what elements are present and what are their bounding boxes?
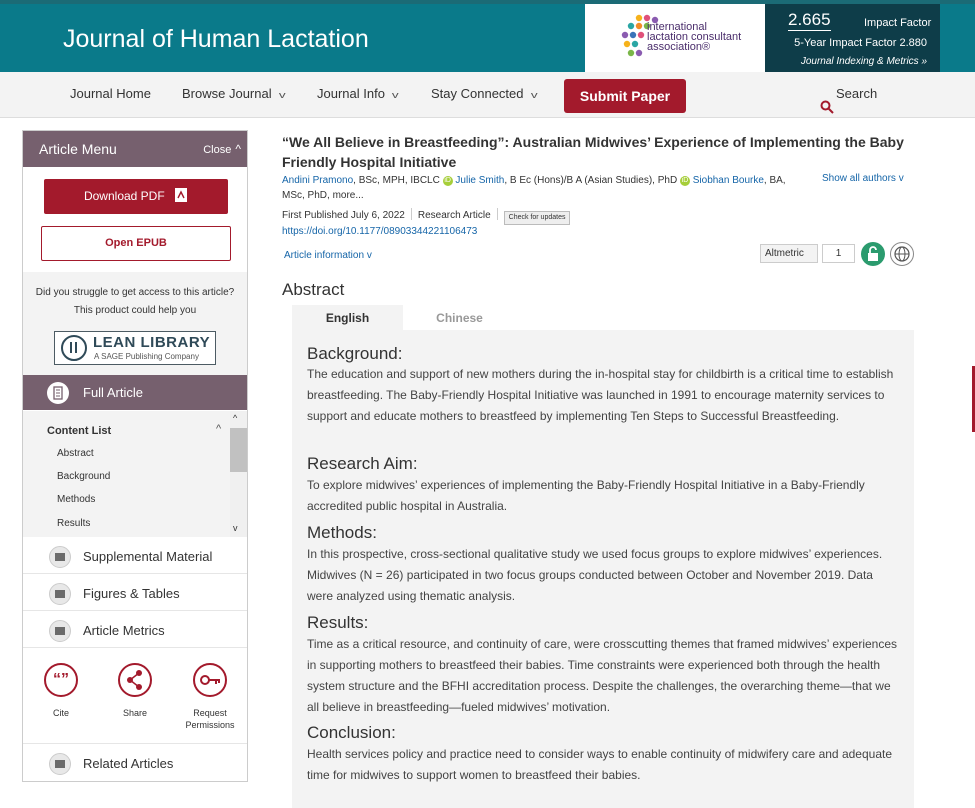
altmetric-score[interactable]: 1 [822, 244, 855, 263]
full-article-label: Full Article [83, 385, 143, 400]
ilca-wordmark [647, 22, 741, 52]
abstract-body [292, 330, 914, 808]
download-pdf-button[interactable] [44, 179, 228, 214]
table-icon [49, 583, 71, 605]
chevron-down-icon: v [898, 173, 904, 184]
access-help-text: Did you struggle to get access to this article? This product could help you [35, 287, 235, 316]
ilca-line3: association® [647, 41, 711, 53]
impact-factor-label: Impact Factor [864, 17, 932, 29]
article-actions [23, 649, 247, 744]
search-icon[interactable] [820, 100, 834, 114]
lean-library-promo [23, 272, 247, 375]
close-label: Close [203, 144, 232, 156]
author-link[interactable]: Siobhan Bourke [692, 175, 764, 186]
pdf-icon [174, 187, 188, 203]
check-for-updates-button[interactable]: Check for updates [504, 211, 571, 225]
cite-button[interactable] [26, 663, 96, 719]
scroll-down-icon[interactable]: v [233, 523, 238, 533]
share-label: Share [122, 708, 148, 718]
article-menu-title: Article Menu [39, 141, 117, 157]
author-list [282, 173, 807, 203]
folder-icon [49, 546, 71, 568]
nav-journal-info[interactable] [317, 86, 397, 101]
main-nav [0, 72, 975, 118]
divider [497, 208, 498, 220]
open-access-lock-icon[interactable] [861, 242, 885, 266]
document-icon [47, 382, 69, 404]
lean-library-icon [59, 333, 89, 363]
chevron-up-icon: ^ [235, 142, 241, 156]
show-all-authors-link[interactable] [822, 173, 904, 184]
nav-journal-home[interactable] [70, 86, 151, 101]
journal-indexing-link[interactable]: Journal Indexing & Metrics » [800, 56, 927, 67]
article-type: Research Article [417, 210, 491, 221]
content-list-item-background[interactable]: Background [57, 471, 111, 482]
results-text: Time as a critical resource, and continuity of care, were crosscutting themes that framed midwives’ experiences in supporting mothers to breastfeed their babies. Time constraints were experienced both through the health system structure and the BFHI accreditation process. Despite the challenges, the overarching theme—that we all believe in breastfeeding—fueled midwives’ motivation. [307, 637, 898, 714]
author-link[interactable]: Julie Smith [455, 175, 505, 186]
impact-factor-box [765, 4, 940, 72]
published-date: First Published July 6, 2022 [282, 210, 405, 221]
article-metrics-link[interactable] [23, 611, 247, 648]
nav-label: Journal Info [317, 86, 385, 101]
research-aim-heading: Research Aim: [307, 454, 418, 473]
background-heading: Background: [307, 344, 403, 363]
author-link[interactable]: Andini Pramono [282, 175, 354, 186]
search-link[interactable]: Search [836, 86, 878, 101]
article-metrics-label: Article Metrics [83, 623, 165, 638]
lean-library-subtitle: A SAGE Publishing Company [94, 352, 199, 361]
request-permissions-button[interactable] [175, 663, 245, 731]
publication-meta [282, 208, 570, 225]
orcid-icon[interactable]: iD [444, 177, 451, 184]
full-article-item[interactable] [23, 375, 247, 410]
author-credentials: , BSc, MPH, IBCLC [353, 175, 440, 186]
nav-label: Stay Connected [431, 86, 524, 101]
share-button[interactable] [100, 663, 170, 719]
conclusion-heading: Conclusion: [307, 723, 396, 742]
lean-library-logo[interactable] [54, 331, 216, 365]
show-all-label: Show all authors [822, 173, 896, 184]
figures-tables-link[interactable] [23, 574, 247, 611]
article-information-toggle[interactable] [284, 250, 372, 261]
request-permissions-label: Request Permissions [185, 708, 235, 730]
article-menu-header [23, 131, 247, 167]
collapse-chevron-icon[interactable]: ^ [216, 423, 222, 435]
divider [411, 208, 412, 220]
orcid-icon[interactable]: iD [681, 177, 689, 184]
chevron-down-icon: v [530, 90, 538, 100]
nav-label: Browse Journal [182, 86, 272, 101]
abstract-heading: Abstract [282, 280, 345, 299]
results-heading: Results: [307, 613, 369, 632]
lean-library-title: LEAN LIBRARY [93, 334, 211, 351]
article-menu-sidebar [22, 130, 248, 782]
content-list-item-results[interactable]: Results [57, 518, 91, 529]
supplemental-material-label: Supplemental Material [83, 549, 213, 564]
doi-link[interactable]: https://doi.org/10.1177/08903344221106473 [282, 226, 478, 237]
related-articles-label: Related Articles [83, 756, 174, 771]
background-text: The education and support of new mothers during the in-hospital stay for childbirth is a critical time to establish breastfeeding. The Baby-Friendly Hospital Initiative was launched in 1991 to encourage maternity services to support and educate mothers to breastfeed by implementing Ten Steps to Successful Breastfeeding. [307, 367, 894, 423]
methods-heading: Methods: [307, 523, 377, 542]
altmetric-badge[interactable]: Altmetric [760, 244, 818, 263]
chevron-down-icon: v [366, 250, 372, 261]
ilca-line1: international [647, 21, 707, 33]
content-list-item-abstract[interactable]: Abstract [57, 448, 94, 459]
article-title: “We All Believe in Breastfeeding”: Australian Midwives’ Experience of Implementing the Baby Friendly Hospital Initiative [282, 134, 904, 170]
tab-english[interactable]: English [292, 305, 403, 330]
supplemental-material-link[interactable] [23, 537, 247, 574]
scrollbar-thumb[interactable] [230, 428, 247, 472]
figures-tables-label: Figures & Tables [83, 586, 180, 601]
header-spacer [940, 4, 975, 72]
five-year-impact-factor: 5-Year Impact Factor 2.880 [794, 37, 927, 49]
bar-chart-icon [49, 620, 71, 642]
article-info-label: Article information [284, 250, 365, 261]
quote-icon: “” [44, 663, 78, 697]
nav-browse-journal[interactable] [182, 86, 284, 101]
article-menu-close-button[interactable] [203, 142, 241, 156]
content-list-scrollbar[interactable] [230, 411, 247, 537]
cite-label: Cite [52, 708, 69, 718]
open-epub-button[interactable]: Open EPUB [41, 226, 231, 261]
author-credentials: , BA, MSc, PhD, more... [282, 175, 786, 201]
chevron-down-icon: v [391, 90, 399, 100]
impact-factor-value[interactable]: 2.665 [788, 10, 831, 29]
content-list-title: Content List [47, 425, 112, 437]
nav-label: Journal Home [70, 86, 151, 101]
download-pdf-label: Download PDF [83, 189, 165, 203]
journal-title[interactable]: Journal of Human Lactation [63, 25, 369, 53]
tab-chinese[interactable]: Chinese [404, 305, 515, 330]
related-articles-link[interactable] [23, 744, 247, 781]
conclusion-text: Health services policy and practice need to consider ways to enable continuity of midwifery care and adequate time for midwives to support women to breastfeed their babies. [307, 747, 892, 782]
submit-paper-button[interactable]: Submit Paper [564, 79, 686, 113]
nav-stay-connected[interactable] [431, 86, 536, 101]
chevron-down-icon: v [278, 90, 286, 100]
related-icon [49, 753, 71, 775]
content-list [23, 411, 247, 537]
key-icon [193, 663, 227, 697]
share-icon [118, 663, 152, 697]
author-credentials: , B Ec (Hons)/B A (Asian Studies), PhD [504, 175, 678, 186]
scroll-up-icon[interactable]: ^ [233, 413, 238, 423]
content-list-item-methods[interactable]: Methods [57, 494, 96, 505]
ilca-line2: lactation consultant [647, 31, 742, 43]
research-aim-text: To explore midwives’ experiences of implementing the Baby-Friendly Hospital Initiative in a Baby-Friendly accredited public hospital in Australia. [307, 478, 865, 513]
globe-icon[interactable] [890, 242, 914, 266]
methods-text: In this prospective, cross-sectional qualitative study we used focus groups to explore midwives’ experiences. Midwives (N = 26) participated in two focus groups conducted between October and November 2019. Data were analyzed using thematic analysis. [307, 547, 883, 603]
ilca-logo[interactable] [585, 4, 765, 72]
